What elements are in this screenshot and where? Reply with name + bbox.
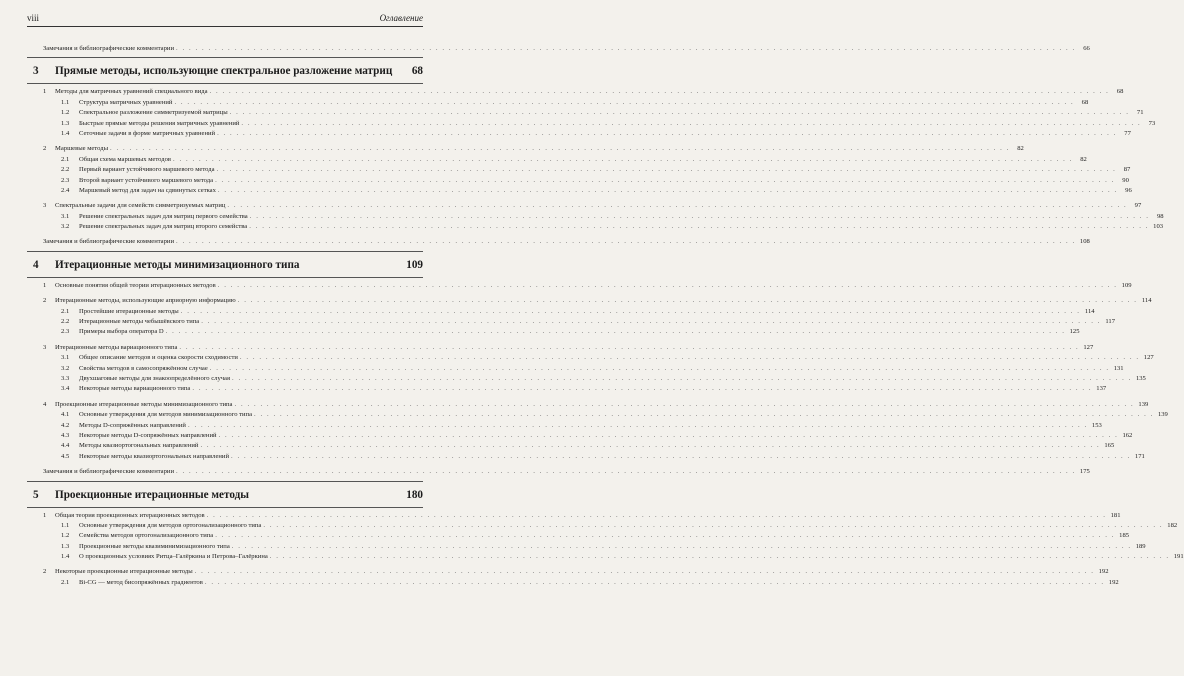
running-head xyxy=(27,13,423,27)
entry-title: Решение спектральных задач для матриц второго семейства xyxy=(79,223,248,231)
entry-page: 127 xyxy=(1083,343,1094,351)
entry-title: Второй вариант устойчивого маршевого метода xyxy=(79,176,214,184)
entry-page: 98 xyxy=(1156,212,1164,220)
chapter-number: 4 xyxy=(33,258,39,271)
entry-number: 1 xyxy=(43,88,47,96)
entry-title: Общая теория проекционных итерационных методов xyxy=(55,511,205,519)
entry-title: Решение спектральных задач для матриц первого семейства xyxy=(79,212,248,220)
toc-section[interactable] xyxy=(27,87,1124,97)
toc-subsection[interactable] xyxy=(27,176,1129,186)
dot-leader xyxy=(192,384,1092,394)
dot-leader xyxy=(207,511,1107,521)
dot-leader xyxy=(254,410,1154,420)
dot-leader xyxy=(230,108,1130,118)
dot-leader xyxy=(215,176,1115,186)
entry-number: 4.4 xyxy=(61,442,70,450)
entry-page: 189 xyxy=(1135,542,1146,550)
entry-title: Итерационные методы вариационного типа xyxy=(55,343,178,351)
toc-section[interactable] xyxy=(27,511,1121,521)
toc-subsection[interactable] xyxy=(27,552,1184,562)
dot-leader xyxy=(232,374,1132,384)
entry-page: 162 xyxy=(1122,431,1133,439)
entry-title: Спектральные задачи для семейств симметризуемых матриц xyxy=(55,202,226,210)
entry-number: 2 xyxy=(43,145,47,153)
dot-leader xyxy=(173,155,1073,165)
entry-title: Примеры выбора оператора D xyxy=(79,328,164,336)
entry-page: 131 xyxy=(1113,364,1124,372)
entry-title: Проекционные итерационные методы минимизационного типа xyxy=(55,400,233,408)
entry-page: 139 xyxy=(1138,400,1149,408)
toc-subsection[interactable] xyxy=(27,452,1145,462)
entry-page: 114 xyxy=(1141,297,1152,305)
dot-leader xyxy=(263,521,1163,531)
dot-leader xyxy=(219,431,1119,441)
chapter-heading xyxy=(27,251,423,278)
running-title: Оглавление xyxy=(379,13,423,23)
toc-section[interactable] xyxy=(27,567,1109,577)
dot-leader xyxy=(234,400,1134,410)
entry-title: Итерационные методы чебышёвского типа xyxy=(79,318,200,326)
entry-number: 3.2 xyxy=(61,364,70,372)
entry-page: 165 xyxy=(1104,442,1115,450)
entry-number: 2.2 xyxy=(61,318,70,326)
toc-section[interactable] xyxy=(27,343,1094,353)
entry-number: 3.3 xyxy=(61,374,70,382)
toc-notes[interactable] xyxy=(27,467,1090,477)
entry-number: 2.3 xyxy=(61,176,70,184)
entry-title: О проекционных условиях Ритца–Галёркина и Петрова–Галёркина xyxy=(79,553,268,561)
toc-subsection[interactable] xyxy=(27,212,1164,222)
chapter-number: 3 xyxy=(33,65,39,78)
chapter-title: Итерационные методы минимизационного типа xyxy=(55,258,300,271)
toc-subsection[interactable] xyxy=(27,353,1154,363)
dot-leader xyxy=(240,353,1140,363)
entry-number: 2 xyxy=(43,568,47,576)
entry-title: Спектральное разложение симметризуемой матрицы xyxy=(79,109,228,117)
entry-number: 2.4 xyxy=(61,186,70,194)
entry-page: 127 xyxy=(1143,354,1154,362)
chapter-heading xyxy=(27,57,423,84)
toc-subsection[interactable] xyxy=(27,222,1164,232)
dot-leader xyxy=(176,237,1076,247)
entry-title: Структура матричных уравнений xyxy=(79,98,173,106)
dot-leader xyxy=(238,296,1138,306)
entry-page: 192 xyxy=(1098,568,1109,576)
chapter-title: Проекционные итерационные методы xyxy=(55,488,249,501)
toc-section[interactable] xyxy=(27,144,1024,154)
entry-number: 1.2 xyxy=(61,109,70,117)
toc-section[interactable] xyxy=(27,296,1152,306)
entry-number: 3 xyxy=(43,343,47,351)
chapter-rule xyxy=(27,507,423,508)
dot-leader xyxy=(210,364,1110,374)
toc-subsection[interactable] xyxy=(27,119,1156,129)
entry-number: 1.4 xyxy=(61,129,70,137)
chapter-rule xyxy=(27,83,423,84)
entry-title: Первый вариант устойчивого маршевого метода xyxy=(79,166,215,174)
toc-subsection[interactable] xyxy=(27,531,1130,541)
toc-subsection[interactable] xyxy=(27,317,1116,327)
dot-leader xyxy=(201,317,1101,327)
entry-number: 2.2 xyxy=(61,166,70,174)
entry-title: Замечания и библиографические комментарии xyxy=(43,468,174,476)
toc-subsection[interactable] xyxy=(27,410,1168,420)
entry-title: Основные утверждения для методов минимизационного типа xyxy=(79,411,253,419)
toc-subsection[interactable] xyxy=(27,364,1124,374)
dot-leader xyxy=(218,186,1118,196)
entry-page: 175 xyxy=(1079,468,1090,476)
entry-number: 4.5 xyxy=(61,452,70,460)
toc-subsection[interactable] xyxy=(27,441,1115,451)
entry-number: 1.1 xyxy=(61,521,70,529)
entry-number: 3.1 xyxy=(61,212,70,220)
dot-leader xyxy=(179,343,1079,353)
entry-page: 153 xyxy=(1091,421,1102,429)
entry-number: 1.4 xyxy=(61,553,70,561)
entry-title: Основные утверждения для методов ортогонализационного типа xyxy=(79,521,262,529)
chapter-page: 109 xyxy=(406,258,423,271)
entry-number: 2.3 xyxy=(61,328,70,336)
dot-leader xyxy=(227,201,1127,211)
toc-notes[interactable] xyxy=(27,237,1090,247)
entry-number: 4.2 xyxy=(61,421,70,429)
chapter-rule xyxy=(27,277,423,278)
entry-number: 3 xyxy=(43,202,47,210)
entry-number: 2.1 xyxy=(61,307,70,315)
toc-subsection[interactable] xyxy=(27,327,1080,337)
entry-page: 109 xyxy=(1121,281,1132,289)
dot-leader xyxy=(166,327,1066,337)
entry-number: 1.2 xyxy=(61,532,70,540)
chapter-page: 180 xyxy=(406,488,423,501)
entry-page: 191 xyxy=(1173,553,1184,561)
dot-leader xyxy=(174,98,1074,108)
dot-leader xyxy=(176,44,1076,54)
entry-title: Методы D-сопряжённых направлений xyxy=(79,421,186,429)
entry-title: Маршевый метод для задач на сдвинутых сетках xyxy=(79,186,216,194)
toc-subsection[interactable] xyxy=(27,307,1095,317)
dot-leader xyxy=(232,542,1132,552)
entry-page: 97 xyxy=(1134,202,1142,210)
entry-page: 96 xyxy=(1125,186,1132,194)
entry-page: 82 xyxy=(1080,155,1087,163)
entry-page: 68 xyxy=(1081,98,1089,106)
toc-subsection[interactable] xyxy=(27,155,1087,165)
dot-leader xyxy=(176,467,1076,477)
entry-number: 1.1 xyxy=(61,98,70,106)
entry-title: Некоторые методы вариационного типа xyxy=(79,385,191,393)
dot-leader xyxy=(249,222,1149,232)
entry-number: 1 xyxy=(43,281,47,289)
entry-title: Bi-CG — метод бисопряжённых градиентов xyxy=(79,578,203,586)
entry-number: 1.3 xyxy=(61,542,70,550)
entry-page: 185 xyxy=(1119,532,1130,540)
entry-page: 108 xyxy=(1079,238,1090,246)
entry-page: 71 xyxy=(1136,109,1144,117)
entry-number: 3.4 xyxy=(61,385,70,393)
entry-title: Основные понятия общей теории итерационных методов xyxy=(55,281,216,289)
entry-page: 68 xyxy=(1116,88,1124,96)
toc-subsection[interactable] xyxy=(27,374,1146,384)
entry-number: 4.1 xyxy=(61,411,70,419)
entry-title: Некоторые методы D-сопряжённых направлений xyxy=(79,431,217,439)
toc-section[interactable] xyxy=(27,400,1149,410)
entry-title: Семейства методов ортогонализационного типа xyxy=(79,532,214,540)
chapter-title: Прямые методы, использующие спектральное разложение матриц xyxy=(55,65,393,78)
entry-number: 4 xyxy=(43,400,47,408)
toc-subsection[interactable] xyxy=(27,431,1133,441)
dot-leader xyxy=(110,144,1010,154)
toc-subsection[interactable] xyxy=(27,108,1144,118)
entry-page: 171 xyxy=(1134,452,1145,460)
dot-leader xyxy=(270,552,1170,562)
entry-number: 4.3 xyxy=(61,431,70,439)
entry-title: Двухшаговые методы для знакоопределённого случая xyxy=(79,374,231,382)
dot-leader xyxy=(231,452,1131,462)
entry-page: 139 xyxy=(1157,411,1168,419)
entry-page: 77 xyxy=(1124,129,1131,137)
chapter-number: 5 xyxy=(33,488,39,501)
toc-subsection[interactable] xyxy=(27,521,1178,531)
entry-title: Некоторые методы квазиортогональных направлений xyxy=(79,452,229,460)
entry-page: 125 xyxy=(1069,328,1080,336)
entry-number: 3.1 xyxy=(61,354,70,362)
entry-page: 73 xyxy=(1148,119,1156,127)
entry-page: 90 xyxy=(1122,176,1129,184)
entry-page: 103 xyxy=(1153,223,1164,231)
toc-section[interactable] xyxy=(27,201,1142,211)
entry-number: 2.1 xyxy=(61,155,70,163)
toc-subsection[interactable] xyxy=(27,421,1102,431)
entry-number: 3.2 xyxy=(61,223,70,231)
entry-title: Некоторые проекционные итерационные методы xyxy=(55,568,193,576)
dot-leader xyxy=(217,129,1117,139)
dot-leader xyxy=(217,165,1117,175)
toc-subsection[interactable] xyxy=(27,384,1107,394)
entry-page: 181 xyxy=(1110,511,1121,519)
entry-title: Сеточные задачи в форме матричных уравнений xyxy=(79,129,216,137)
toc-subsection[interactable] xyxy=(27,578,1119,588)
entry-number: 2.1 xyxy=(61,578,70,586)
entry-title: Свойства методов в самосопряжённом случае xyxy=(79,364,208,372)
entry-title: Быстрые прямые методы решения матричных уравнений xyxy=(79,119,240,127)
page-number: viii xyxy=(27,13,40,23)
chapter-page: 68 xyxy=(411,65,423,78)
entry-title: Простейшие итерационные методы xyxy=(79,307,179,315)
table-of-contents xyxy=(27,44,1184,588)
entry-page: 135 xyxy=(1135,374,1146,382)
entry-number: 1 xyxy=(43,511,47,519)
entry-title: Методы квазиортогональных направлений xyxy=(79,442,199,450)
entry-page: 117 xyxy=(1105,318,1116,326)
entry-title: Общая схема маршевых методов xyxy=(79,155,172,163)
entry-page: 114 xyxy=(1084,307,1095,315)
entry-page: 192 xyxy=(1108,578,1119,586)
entry-number: 2 xyxy=(43,297,47,305)
toc-subsection[interactable] xyxy=(27,165,1131,175)
toc-subsection[interactable] xyxy=(27,98,1089,108)
toc-section[interactable] xyxy=(27,281,1132,291)
dot-leader xyxy=(200,441,1100,451)
dot-leader xyxy=(210,87,1110,97)
dot-leader xyxy=(241,119,1141,129)
dot-leader xyxy=(181,307,1081,317)
dot-leader xyxy=(218,281,1118,291)
entry-page: 82 xyxy=(1017,145,1024,153)
chapter-heading xyxy=(27,481,423,508)
toc-subsection[interactable] xyxy=(27,542,1146,552)
toc-subsection[interactable] xyxy=(27,129,1131,139)
entry-title: Итерационные методы, использующие априорную информацию xyxy=(55,297,236,305)
toc-subsection[interactable] xyxy=(27,186,1132,196)
entry-title: Методы для матричных уравнений специального вида xyxy=(55,88,208,96)
toc-notes[interactable] xyxy=(27,44,1090,54)
dot-leader xyxy=(215,531,1115,541)
dot-leader xyxy=(195,567,1095,577)
entry-page: 66 xyxy=(1083,45,1090,52)
entry-page: 137 xyxy=(1096,385,1107,393)
entry-title: Замечания и библиографические комментарии xyxy=(43,238,174,246)
entry-title: Общее описание методов и оценка скорости сходимости xyxy=(79,354,238,362)
entry-title: Замечания и библиографические комментарии xyxy=(43,45,174,52)
entry-page: 182 xyxy=(1167,521,1178,529)
dot-leader xyxy=(250,212,1150,222)
entry-title: Маршевые методы xyxy=(55,145,108,153)
dot-leader xyxy=(205,578,1105,588)
entry-number: 1.3 xyxy=(61,119,70,127)
entry-title: Проекционные методы квазиминимизационного типа xyxy=(79,542,230,550)
entry-page: 87 xyxy=(1123,166,1131,174)
dot-leader xyxy=(188,421,1088,431)
